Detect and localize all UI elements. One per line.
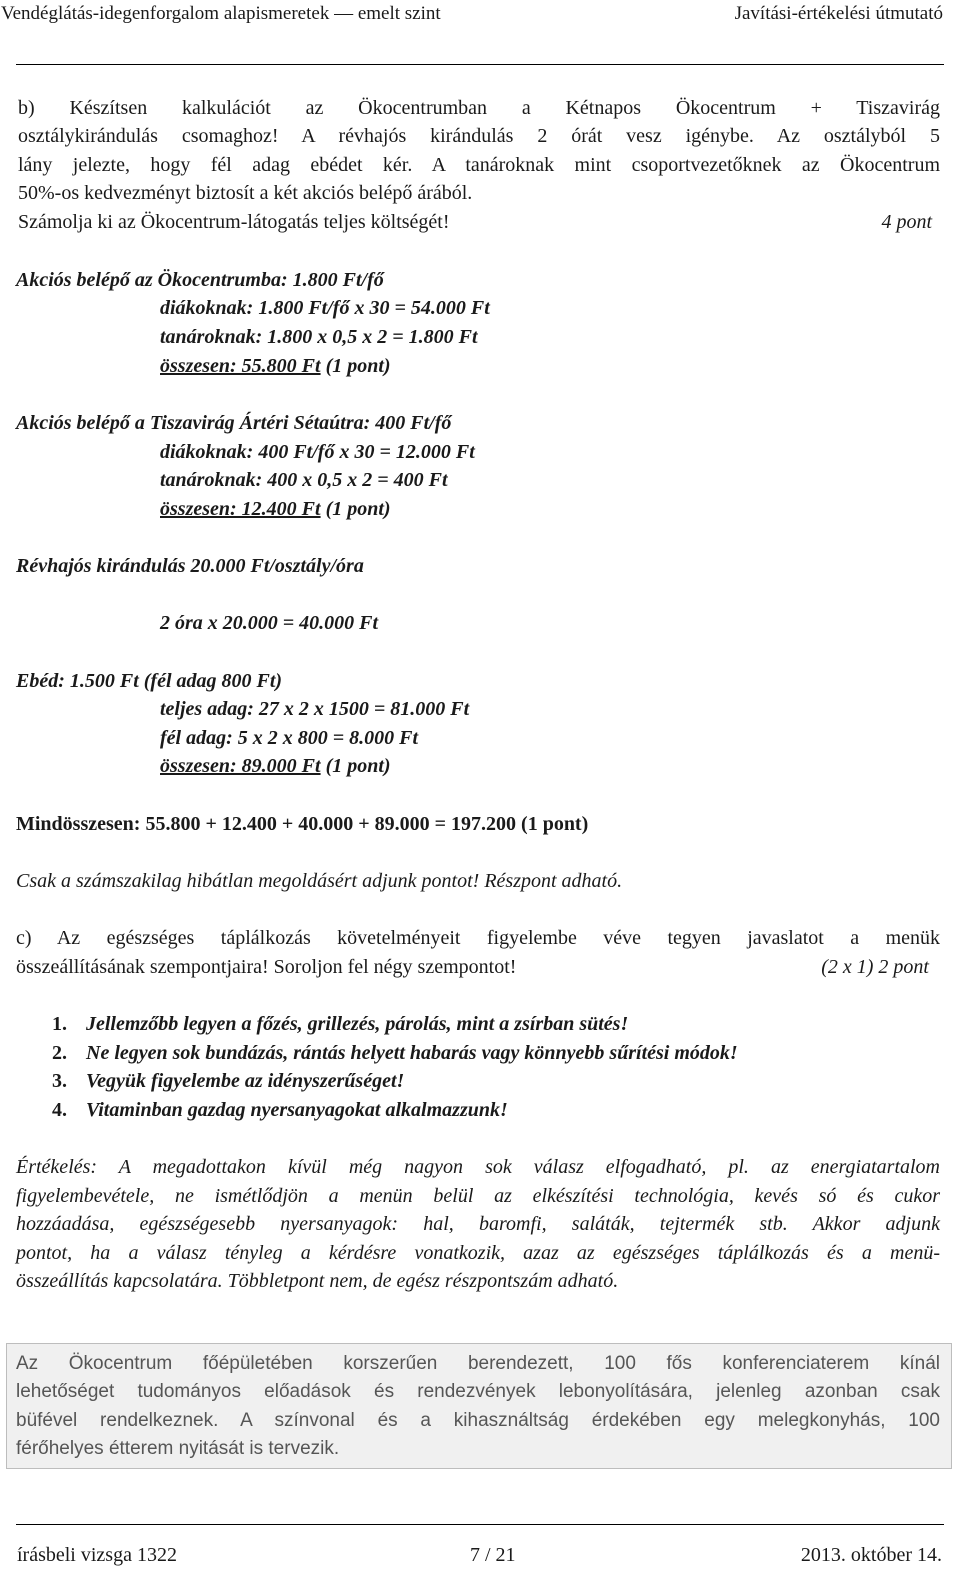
boat-title: Révhajós kirándulás 20.000 Ft/osztály/óra bbox=[16, 555, 364, 577]
eco-point: (1 pont) bbox=[320, 355, 391, 377]
tisza-title: Akciós belépő a Tiszavirág Ártéri Sétaútra: 400 Ft/fő bbox=[16, 412, 452, 434]
list-item-number: 4. bbox=[52, 1099, 67, 1121]
evaluation-line: Értékelés: A megadottakon kívül még nagyon sok válasz elfogadható, pl. az energiatartalom bbox=[16, 1156, 940, 1178]
list-item-text: Ne legyen sok bundázás, rántás helyett habarás vagy könnyebb sűrítési módok! bbox=[86, 1042, 738, 1064]
lunch-point: (1 pont) bbox=[320, 755, 391, 777]
footer-exam-id: írásbeli vizsga 1322 bbox=[17, 1544, 177, 1566]
evaluation-line: pontot, ha a válasz tényleg a kérdésre vonatkozik, azaz az egészséges táplálkozás és a menü- bbox=[16, 1242, 940, 1264]
page-number: 7 / 21 bbox=[470, 1544, 516, 1566]
tisza-total-line bbox=[160, 495, 391, 524]
task-c-line: összeállításának szempontjaira! Soroljon fel négy szempontot! bbox=[16, 956, 517, 978]
eco-total: összesen: 55.800 Ft bbox=[160, 355, 321, 377]
list-item-number: 2. bbox=[52, 1042, 67, 1064]
list-item-text: Jellemzőbb legyen a főzés, grillezés, párolás, mint a zsírban sütés! bbox=[86, 1013, 629, 1035]
eco-teachers: tanároknak: 1.800 x 0,5 x 2 = 1.800 Ft bbox=[160, 326, 478, 348]
list-item-number: 1. bbox=[52, 1013, 67, 1035]
list-item bbox=[52, 1039, 738, 1068]
lunch-title: Ebéd: 1.500 Ft (fél adag 800 Ft) bbox=[16, 670, 283, 692]
task-b-line: 50%-os kedvezményt biztosít a két akciós belépő árából. bbox=[18, 182, 473, 204]
footer-date: 2013. október 14. bbox=[800, 1544, 942, 1566]
list-item bbox=[52, 1096, 508, 1125]
boat-calc: 2 óra x 20.000 = 40.000 Ft bbox=[160, 612, 379, 634]
list-item bbox=[52, 1010, 628, 1039]
task-b-points: 4 pont bbox=[881, 211, 932, 233]
lunch-full: teljes adag: 27 x 2 x 1500 = 81.000 Ft bbox=[160, 698, 470, 720]
list-item-number: 3. bbox=[52, 1070, 67, 1092]
info-box-line: büfével rendelkeznek. A színvonal és a kihasználtság érdekében egy melegkonyhás, 100 bbox=[16, 1410, 940, 1431]
eco-title: Akciós belépő az Ökocentrumba: 1.800 Ft/fő bbox=[16, 269, 384, 291]
evaluation-line: hozzáadása, egészségesebb nyersanyagok: hal, baromfi, saláták, tejtermék stb. Akkor adjunk bbox=[16, 1213, 940, 1235]
tisza-point: (1 pont) bbox=[320, 498, 391, 520]
task-c-line: c) Az egészséges táplálkozás követelményeit figyelembe véve tegyen javaslatot a menük bbox=[16, 927, 940, 949]
header-rule bbox=[16, 64, 944, 65]
evaluation-line: figyelembevétele, ne ismétlődjön a menün belül az elkészítési technológia, kevés só és cukor bbox=[16, 1185, 940, 1207]
scoring-note: Csak a számszakilag hibátlan megoldásért adjunk pontot! Részpont adható. bbox=[16, 870, 623, 892]
info-box-line: lehetőséget tudományos előadások és rendezvények lebonyolítására, jelenleg azonban csak bbox=[16, 1381, 940, 1402]
footer-rule bbox=[16, 1524, 944, 1525]
task-b-line: Számolja ki az Ökocentrum-látogatás teljes költségét! bbox=[18, 211, 450, 233]
eco-total-line bbox=[160, 352, 391, 381]
tisza-total: összesen: 12.400 Ft bbox=[160, 498, 321, 520]
info-box-line: Az Ökocentrum főépületében korszerűen berendezett, 100 fős konferenciaterem kínál bbox=[16, 1353, 940, 1374]
header-section: Javítási-értékelési útmutató bbox=[734, 3, 943, 24]
task-c-points: (2 x 1) 2 pont bbox=[821, 956, 929, 978]
grand-total: Mindösszesen: 55.800 + 12.400 + 40.000 + 89.000 = 197.200 (1 pont) bbox=[16, 813, 589, 835]
evaluation-line: összeállítás kapcsolatára. Többletpont nem, de egész részpontszám adható. bbox=[16, 1270, 619, 1292]
list-item bbox=[52, 1067, 404, 1096]
list-item-text: Vegyük figyelembe az idényszerűséget! bbox=[86, 1070, 405, 1092]
list-item-text: Vitaminban gazdag nyersanyagokat alkalmazzunk! bbox=[86, 1099, 508, 1121]
task-b-line: lány jelezte, hogy fél adag ebédet kér. A tanároknak mint csoportvezetőknek az Ökocentrum bbox=[18, 154, 940, 176]
task-b-line: b) Készítsen kalkulációt az Ökocentrumban a Kétnapos Ökocentrum + Tiszavirág bbox=[18, 97, 940, 119]
task-b-line: osztálykirándulás csomaghoz! A révhajós kirándulás 2 órát vesz igénybe. Az osztályból 5 bbox=[18, 125, 940, 147]
tisza-students: diákoknak: 400 Ft/fő x 30 = 12.000 Ft bbox=[160, 441, 475, 463]
lunch-total: összesen: 89.000 Ft bbox=[160, 755, 321, 777]
eco-students: diákoknak: 1.800 Ft/fő x 30 = 54.000 Ft bbox=[160, 297, 490, 319]
tisza-teachers: tanároknak: 400 x 0,5 x 2 = 400 Ft bbox=[160, 469, 448, 491]
lunch-half: fél adag: 5 x 2 x 800 = 8.000 Ft bbox=[160, 727, 419, 749]
lunch-total-line bbox=[160, 752, 391, 781]
info-box-line: férőhelyes étterem nyitását is tervezik. bbox=[16, 1438, 340, 1459]
header-title: Vendéglátás-idegenforgalom alapismeretek — emelt szint bbox=[1, 3, 441, 24]
